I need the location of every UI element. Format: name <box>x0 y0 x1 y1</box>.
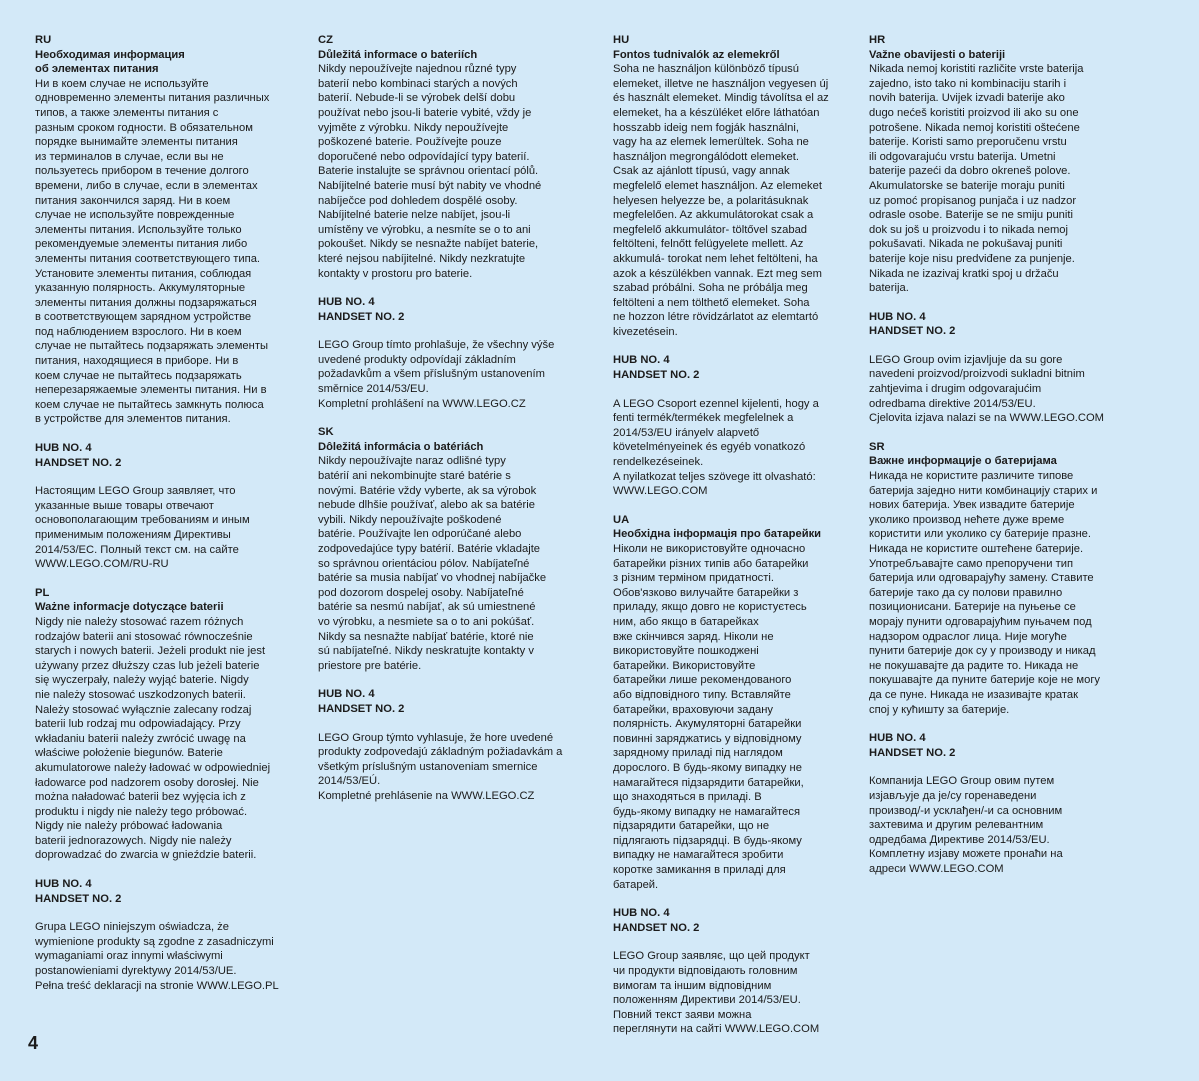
declaration-text: Компанија LEGO Group овим путем изјављује да је/су горенаведени производ/-и усклађен/-и са основним захтевима и другим релевантним одредбама Директиве 2014/53/EU. Комплетну изјаву можете пронаћи на адреси WWW.LEGO.COM <box>869 775 1063 875</box>
section-title: Ważne informacje dotyczące baterii <box>35 601 224 614</box>
section-body: Nikdy nepoužívajte naraz odlišné typy batérií ani nekombinujte staré batérie s novými. Batérie vždy vyberte, ak sa výrobok nebude dlhšie používať, alebo ak sa batérie vybili. Nikdy nepoužívajte poškodené batérie. Používajte len odporúčané alebo zodpovedajúce typy batérií. Batérie vkladajte so správnou orientáciou pólov. Nabíjateľné batérie sa musia nabíjať vo vhodnej nabíjačke pod dozorom dospelej osoby. Nabíjateľné batérie sa nesmú nabíjať, ak sú umiestnené vo výrobku, a nesmiete sa o to ani pokúšať. Nikdy sa nesnažte nabíjať batérie, ktoré nie sú nabíjateľné. Nikdy neskratujte kontakty v priestore pre batérie. <box>318 455 547 672</box>
section-body: Никада не користите различите типове батерија заједно нити комбинацију старих и нових батерија. Увек извадите батерије уколико производ нећете дуже време користити или уколико су батерије празне. Никада не користите оштећене батерије. Употребљавајте само препоручени тип батерија или одговарајућу замену. Ставите батерије тако да су полови правилно позиционисани. Батерије на пуњење се морају пунити одговарајућим пуњачем под надзором одраслог лица. Није могуће пунити батерије док су у производу и никад не покушавајте да радите то. Никада не покушавајте да пуните батерије које не могу да се пуне. Никада не изазивајте кратак спој у кућишту за батерије. <box>869 470 1100 716</box>
language-code: PL <box>35 586 50 599</box>
declaration-heading: HUB NO. 4 HANDSET NO. 2 <box>35 442 122 469</box>
declaration-heading: HUB NO. 4 HANDSET NO. 2 <box>613 354 700 382</box>
declaration-heading: HUB NO. 4 HANDSET NO. 2 <box>318 296 405 323</box>
section-title: Dôležitá informácia o batériách <box>318 440 484 453</box>
declaration <box>613 353 863 498</box>
declaration-heading: HUB NO. 4 HANDSET NO. 2 <box>869 310 956 338</box>
section-title: Важне информације о батеријама <box>869 455 1057 468</box>
column-3 <box>613 33 863 1051</box>
declaration-text: LEGO Group tímto prohlašuje, že všechny výše uvedené produkty odpovídají základním požadavkům a všem příslušným ustanovením směrnice 2014/53/EU. Kompletní prohlášení na WWW.LEGO.CZ <box>318 339 555 410</box>
declaration-text: LEGO Group týmto vyhlasuje, že hore uvedené produkty zodpovedajú základným požiadavkám a všetkým príslušným ustanoveniam smernice 2014/53/EÚ. Kompletné prehlásenie na WWW.LEGO.CZ <box>318 731 563 802</box>
section-title: Необхідна інформація про батарейки <box>613 528 822 541</box>
section-title: Необходимая информация об элементах питания <box>35 48 185 76</box>
declaration <box>318 295 608 411</box>
section-body: Ни в коем случае не используйте одновременно элементы питания различных типов, а также элементы питания с разным сроком годности. В обязательном порядке вынимайте элементы питания из терминалов в случае, если вы не пользуетесь прибором в течение долгого времени, либо в случае, если в элементах питания закончился заряд. Ни в коем случае не используйте поврежденные элементы питания. Используйте только рекомендуемые элементы питания либо элементы питания соответствующего типа. Установите элементы питания, соблюдая указанную полярность. Аккумуляторные элементы питания должны подзаряжаться в соответствующем зарядном устройстве под наблюдением взрослого. Ни в коем случае не пытайтесь подзаряжать элементы питания, находящиеся в приборе. Ни в коем случае не пытайтесь подзаряжать неперезаряжаемые элементы питания. Ни в коем случае не пытайтесь замкнуть полюса в устройстве для элементов питания. <box>35 77 270 426</box>
declaration-text: Grupa LEGO niniejszym oświadcza, że wymienione produkty są zgodne z zasadniczymi wymaganiami oraz innymi właściwymi postanowieniami dyrektywy 2014/53/UE. Pełna treść deklaracji na stronie WWW.LEGO.PL <box>35 921 279 992</box>
declaration-text: A LEGO Csoport ezennel kijelenti, hogy a fenti termék/termékek megfelelnek a 2014/53/EU irányelv alapvető követelményeinek és egyéb vonatkozó rendelkezéseinek. A nyilatkozat teljes szövege itt olvasható: WWW.LEGO.COM <box>613 397 819 498</box>
section-cz <box>318 33 608 411</box>
declaration <box>35 877 320 993</box>
declaration <box>869 310 1144 426</box>
section-body: Soha ne használjon különböző típusú elemeket, illetve ne használjon vegyesen új és használt elemeket. Mindig távolítsa el az elemeket, ha a készüléket előre láthatóan hosszabb ideig nem fogják használni, vagy ha az elemek lemerültek. Soha ne használjon megrongálódott elemeket. Csak az ajánlott típusú, vagy annak megfelelő elemet használjon. Az elemeket helyesen helyezze be, a polaritásuknak megfelelően. Az akkumulátorokat csak a megfelelő akkumulátor- töltővel szabad feltölteni, felnőtt felügyelete mellett. Az akkumulá- torokat nem lehet feltölteni, ha azok a készülékben vannak. Ezt meg sem szabad próbálni. Soha ne próbálja meg feltölteni a nem tölthető elemeket. Soha ne hozzon létre rövidzárlatot az elemtartó kivezetésein. <box>613 63 829 338</box>
language-code: UA <box>613 513 630 526</box>
section-title: Důležitá informace o bateriích <box>318 48 478 61</box>
declaration-text: LEGO Group заявляє, що цей продукт чи продукти відповідають головним вимогам та іншим відповідним положенням Директиви 2014/53/EU. Повний текст заяви можна переглянути на сайті WWW.LEGO.COM <box>613 950 820 1036</box>
declaration-heading: HUB NO. 4 HANDSET NO. 2 <box>318 688 405 715</box>
declaration <box>35 441 320 572</box>
section-body: Nikada nemoj koristiti različite vrste baterija zajedno, isto tako ni kombinaciju starih i novih baterija. Uvijek izvadi baterije ako dugo nećeš koristiti proizvod ili ako su one potrošene. Nikada nemoj koristiti oštećene baterije. Koristi samo preporučenu vrstu ili odgovarajuću vrstu baterija. Umetni baterije pazeći da dobro okreneš polove. Akumulatorske se baterije moraju puniti uz pomoć propisanog punjača i uz nadzor odrasle osobe. Baterije se ne smiju puniti dok su još u proizvodu i to nikada nemoj pokušavati. Nikada ne pokušavaj puniti baterije koje nisu predviđene za punjenje. Nikada ne izazivaj kratki spoj u držaču baterija. <box>869 63 1084 295</box>
column-4 <box>869 33 1144 890</box>
section-ru <box>35 33 320 572</box>
declaration-heading: HUB NO. 4 HANDSET NO. 2 <box>35 878 122 905</box>
section-body: Nikdy nepoužívejte najednou různé typy baterií nebo kombinaci starých a nových baterií. Nebude-li se výrobek delší dobu používat nebo jsou-li baterie vybité, vždy je vyjměte z výrobku. Nikdy nepoužívejte poškozené baterie. Používejte pouze doporučené nebo odpovídající typy baterií. Baterie instalujte se správnou orientací pólů. Nabíjitelné baterie musí být nabity ve vhodné nabíječce pod dohledem dospělé osoby. Nabíjitelné baterie nelze nabíjet, jsou-li umístěny ve výrobku, a nesmíte se o to ani pokoušet. Nikdy se nesnažte nabíjet baterie, které nejsou nabíjitelné. Nikdy nezkratujte kontakty v prostoru pro baterie. <box>318 63 542 280</box>
declaration-heading: HUB NO. 4 HANDSET NO. 2 <box>613 907 700 934</box>
column-1 <box>35 33 320 1007</box>
section-title: Fontos tudnivalók az elemekről <box>613 48 780 61</box>
language-code: HU <box>613 34 630 46</box>
declaration <box>613 906 863 1037</box>
section-pl <box>35 586 320 993</box>
language-code: SK <box>318 426 334 439</box>
declaration <box>318 687 608 803</box>
declaration <box>869 731 1144 876</box>
section-sr <box>869 440 1144 877</box>
section-sk <box>318 425 608 803</box>
section-body: Nigdy nie należy stosować razem różnych rodzajów baterii ani stosować równocześnie starych i nowych baterii. Jeżeli produkt nie jest używany przez dłuższy czas lub jeżeli baterie się wyczerpały, należy wyjąć baterie. Nigdy nie należy stosować uszkodzonych baterii. Należy stosować wyłącznie zalecany rodzaj baterii lub rodzaj mu odpowiadający. Przy wkładaniu baterii należy zwrócić uwagę na właściwe położenie biegunów. Baterie akumulatorowe należy ładować w odpowiedniej ładowarce pod nadzorem osoby dorosłej. Nie można naładować baterii bez wyjęcia ich z produktu i nigdy nie należy tego próbować. Nigdy nie należy próbować ładowania baterii jednorazowych. Nigdy nie należy doprowadzać do zwarcia w gnieździe baterii. <box>35 615 271 862</box>
section-hr <box>869 33 1144 426</box>
declaration-text: Настоящим LEGO Group заявляет, что указанные выше товары отвечают основополагающим требованиям и иным применимым положениям Директивы 2014/53/EC. Полный текст см. на сайте WWW.LEGO.COM/RU-RU <box>35 485 250 571</box>
column-2 <box>318 33 608 818</box>
declaration-heading: HUB NO. 4 HANDSET NO. 2 <box>869 732 956 759</box>
section-title: Važne obavijesti o bateriji <box>869 48 1006 61</box>
section-hu <box>613 33 863 499</box>
language-code: RU <box>35 34 52 46</box>
section-ua <box>613 513 863 1037</box>
language-code: HR <box>869 34 886 46</box>
page-number: 4 <box>28 1033 39 1053</box>
declaration-text: LEGO Group ovim izjavljuje da su gore navedeni proizvod/proizvodi sukladni bitnim zahtjevima i drugim odgovarajućim odredbama direktive 2014/53/EU. Cjelovita izjava nalazi se na WWW.LEGO.COM <box>869 353 1105 425</box>
language-code: CZ <box>318 34 333 46</box>
language-code: SR <box>869 440 885 453</box>
section-body: Ніколи не використовуйте одночасно батарейки різних типів або батарейки з різним терміном придатності. Обов'язково вилучайте батарейки з приладу, якщо довго не користуєтесь ним, або якщо в батарейках вже скінчився заряд. Ніколи не використовуйте пошкоджені батарейки. Використовуйте батарейки лише рекомендованого або відповідного типу. Вставляйте батарейки, враховуючи задану полярність. Акумуляторні батарейки повинні заряджатись у відповідному зарядному приладі під наглядом дорослого. В будь-якому випадку не намагайтеся підзарядити батарейки, що знаходяться в приладі. В будь-якому випадку не намагайтеся підзарядити батарейки, що не підлягають підзарядці. В будь-якому випадку не намагайтеся зробити коротке замикання в приладі для батарей. <box>613 543 809 891</box>
